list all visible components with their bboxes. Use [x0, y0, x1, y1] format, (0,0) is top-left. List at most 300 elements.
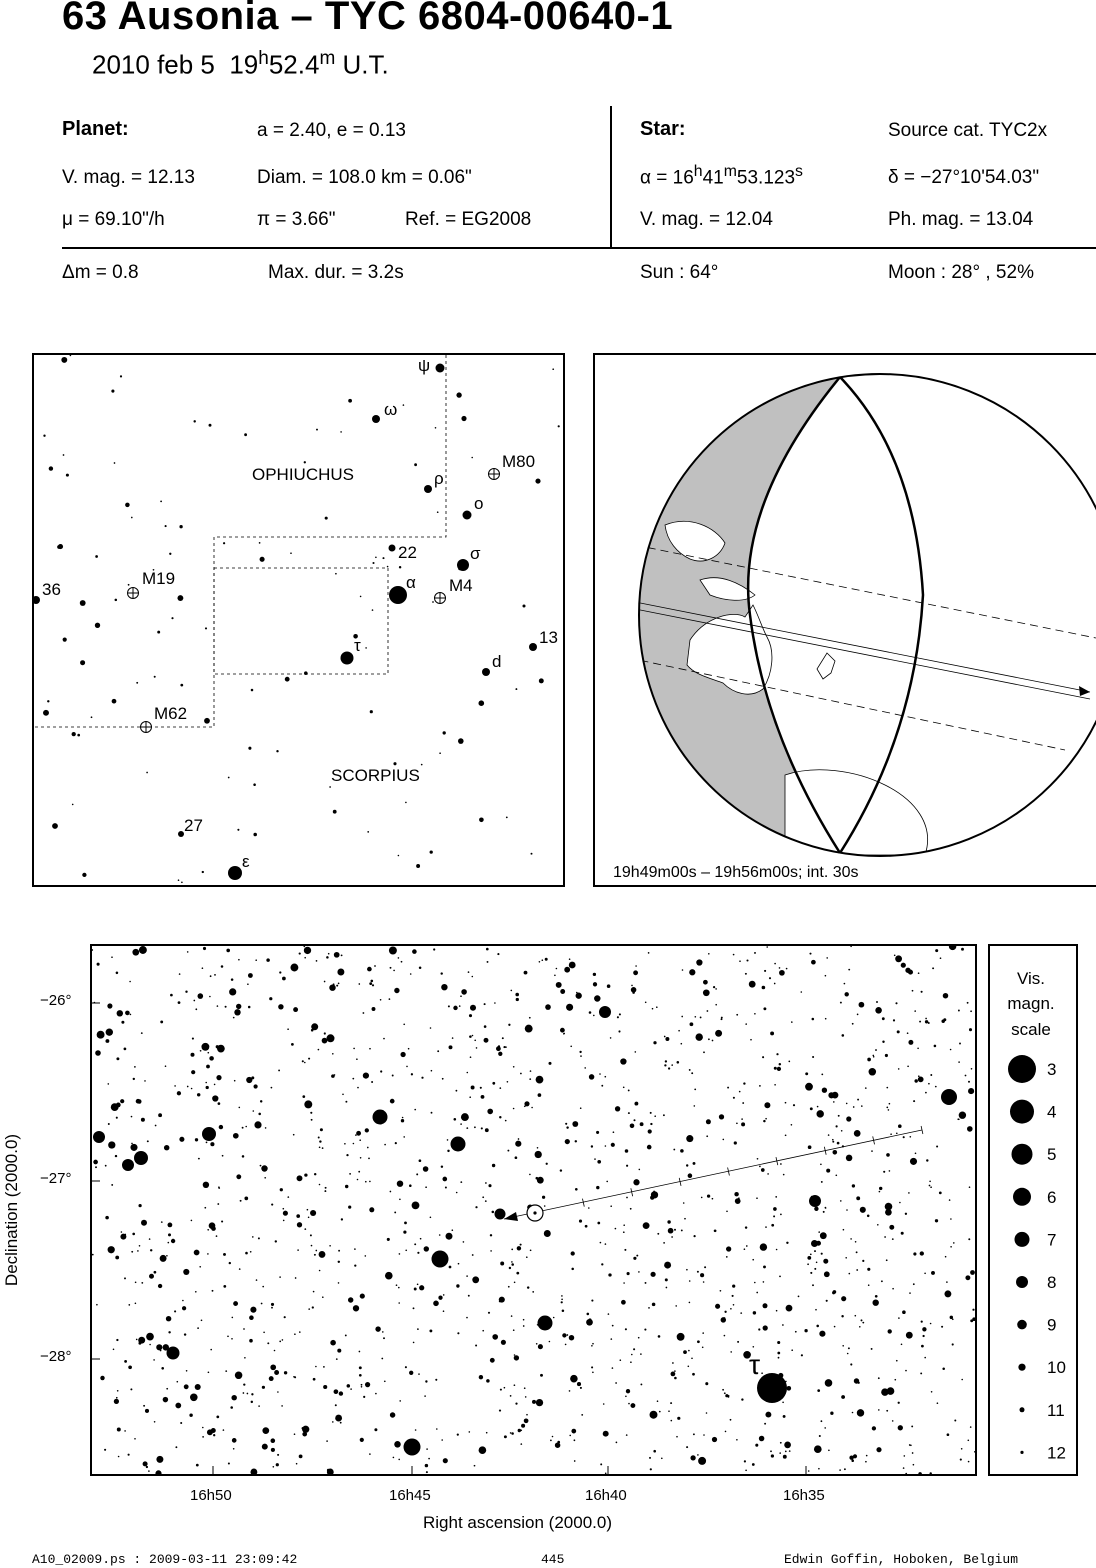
star-dot: [575, 1188, 578, 1191]
star-dot: [458, 738, 464, 744]
star-omicron: [463, 511, 472, 520]
star-dot: [430, 850, 433, 853]
star-dot: [576, 993, 582, 999]
cluster-m80: [489, 469, 500, 480]
star-dot: [511, 1249, 513, 1251]
star-right-ascension: [640, 163, 803, 189]
star-dot: [149, 1274, 154, 1279]
star-dot: [296, 1463, 298, 1465]
star-dot: [359, 1139, 361, 1141]
star-phmag: Ph. mag. = 13.04: [888, 209, 1034, 230]
star-dot: [739, 960, 741, 962]
star-dot: [889, 1225, 894, 1230]
star-dot: [638, 1271, 640, 1273]
star-dot: [514, 1354, 516, 1356]
star-dot: [645, 1282, 647, 1284]
time-scale: U.T.: [342, 49, 389, 80]
star-dot: [395, 1142, 397, 1144]
star-dot: [652, 1303, 656, 1307]
star-dot: [825, 1018, 827, 1020]
finder-label: ω: [384, 400, 398, 419]
star-dot: [397, 1180, 403, 1186]
star-dot: [348, 1206, 351, 1209]
star-dot: [878, 1377, 880, 1379]
star-dot: [949, 946, 956, 950]
star-bright: [495, 1209, 506, 1220]
star-dot: [852, 1184, 855, 1187]
star-dot: [355, 1134, 357, 1136]
star-dot: [881, 1280, 883, 1282]
star-dot: [488, 1312, 490, 1314]
star-dot: [219, 1125, 223, 1129]
star-dot: [233, 1133, 239, 1139]
star-dot: [276, 1463, 279, 1466]
star-dot: [248, 973, 253, 978]
star-dot: [645, 1002, 647, 1004]
star-dot: [111, 956, 113, 958]
star-dot: [918, 972, 920, 974]
star-dot: [593, 982, 597, 986]
star-dot: [581, 1414, 583, 1416]
star-dot: [898, 1425, 903, 1430]
star-dot: [207, 1253, 209, 1255]
star-dot: [250, 1251, 252, 1253]
star-dot: [529, 1078, 531, 1080]
hours-unit: h: [258, 48, 269, 69]
star-dot: [819, 1435, 821, 1437]
star-dot: [315, 1366, 317, 1368]
finder-clusters: [128, 469, 500, 733]
star-dot: [628, 1403, 630, 1405]
star-dot: [505, 1120, 507, 1122]
star-dot: [105, 1039, 109, 1043]
star-dot: [562, 1309, 565, 1312]
star-dot: [485, 1128, 489, 1132]
star-dot: [245, 1126, 247, 1128]
star-dot: [518, 1138, 520, 1140]
moon-info: Moon : 28° , 52%: [888, 262, 1034, 283]
star-dot: [571, 1251, 575, 1255]
star-dot: [160, 1020, 163, 1023]
star-dot: [141, 1282, 143, 1284]
star-dot: [504, 1387, 506, 1389]
star-dot: [161, 1221, 163, 1223]
star-dot: [229, 988, 236, 995]
star-dot: [620, 1058, 626, 1064]
star-dot: [486, 1379, 490, 1383]
star-dot: [786, 1305, 793, 1312]
star-dot: [134, 1066, 136, 1068]
star-dot: [786, 1242, 788, 1244]
star-dot: [943, 993, 949, 999]
star-dot: [200, 1050, 202, 1052]
legend-dot: [1008, 1055, 1036, 1083]
star-dot: [441, 1165, 443, 1167]
star-dot: [369, 1048, 371, 1050]
star-dot: [974, 1451, 975, 1453]
star-dot: [435, 427, 437, 429]
star-dot: [550, 1440, 552, 1442]
star-dot: [918, 1472, 922, 1474]
star-dot: [574, 1439, 576, 1441]
star-dot: [777, 1341, 780, 1344]
star-dot: [308, 1217, 310, 1219]
star-dot: [329, 984, 335, 990]
star-22: [389, 545, 396, 552]
legend-dot: [1017, 1320, 1027, 1330]
star-dot: [318, 1049, 320, 1051]
star-dot: [867, 1058, 871, 1062]
star-dot: [499, 1300, 501, 1302]
star-dot: [269, 997, 272, 1000]
star-dot: [692, 1373, 695, 1376]
star-dot: [179, 973, 181, 975]
legend-dot: [1013, 1188, 1031, 1206]
star-dot: [128, 1304, 130, 1306]
star-dot: [801, 991, 803, 993]
star-dot: [726, 1394, 728, 1396]
star-dot: [539, 678, 544, 683]
star-dot: [323, 1366, 325, 1368]
star-tau-sco: [341, 652, 354, 665]
legend-canvas: [990, 946, 1076, 1474]
star-dot: [730, 1419, 732, 1421]
star-dot: [892, 1238, 894, 1240]
star-dot: [712, 1437, 717, 1442]
star-dot: [160, 501, 162, 503]
star-dot: [901, 1232, 904, 1235]
star-dot: [554, 975, 556, 977]
star-dot: [773, 1215, 775, 1217]
star-dot: [322, 1296, 324, 1298]
star-dot: [314, 1254, 316, 1256]
star-dot: [757, 1158, 759, 1160]
star-dot: [470, 1005, 476, 1011]
star-dot: [304, 1228, 306, 1230]
xtick-label: 16h40: [585, 1487, 627, 1504]
star-dot: [733, 954, 735, 956]
star-dot: [193, 1000, 195, 1002]
star-dot: [328, 953, 330, 955]
star-dot: [744, 1460, 746, 1462]
ra-s-unit: s: [795, 163, 803, 180]
star-dot: [913, 1252, 916, 1255]
star-dot: [208, 1371, 210, 1373]
finder-label: 13: [539, 628, 558, 647]
star-dot: [686, 1164, 688, 1166]
star-dot: [383, 1337, 385, 1339]
star-dot: [834, 1326, 836, 1328]
star-alpha-sco: [389, 586, 407, 604]
star-epsilon-sco: [228, 866, 242, 880]
star-dot: [325, 1187, 327, 1189]
star-dot: [783, 1455, 787, 1459]
star-dot: [932, 967, 934, 969]
star-dot: [839, 1469, 841, 1471]
star-dot: [365, 647, 367, 649]
star-dot: [899, 1202, 901, 1204]
star-dot: [818, 1468, 820, 1470]
star-dot: [694, 1105, 696, 1107]
star-dot: [919, 1021, 921, 1023]
star-dot: [382, 557, 384, 559]
star-dot: [457, 1434, 459, 1436]
star-dot: [251, 689, 254, 692]
star-dot: [593, 1015, 595, 1017]
star-dot: [511, 1261, 513, 1263]
star-dot: [639, 1169, 641, 1171]
star-dot: [441, 1439, 443, 1441]
star-dot: [414, 1109, 416, 1111]
finder-label: ο: [474, 494, 484, 513]
star-dot: [944, 1290, 951, 1297]
star-dot: [225, 1006, 227, 1008]
star-dot: [643, 1222, 650, 1229]
globe-time-caption: 19h49m00s – 19h56m00s; int. 30s: [613, 864, 859, 881]
star-dot: [438, 1296, 442, 1300]
star-dot: [168, 1242, 170, 1244]
star-dot: [855, 1315, 857, 1317]
star-dot: [967, 1002, 969, 1004]
finder-background-stars: [43, 355, 560, 883]
star-dot: [403, 404, 405, 406]
star-dot: [430, 1027, 432, 1029]
star-dot: [63, 638, 67, 642]
star-dot: [426, 1471, 428, 1473]
star-dot: [117, 1390, 119, 1392]
star-dot: [350, 1388, 352, 1390]
star-dot: [776, 1249, 778, 1251]
star-dot: [420, 1238, 422, 1240]
star-dot: [303, 946, 305, 947]
star-dot: [120, 375, 122, 377]
star-dot: [204, 1207, 206, 1209]
star-dot: [425, 1380, 427, 1382]
star-dot: [149, 1344, 151, 1346]
star-dot: [334, 1389, 339, 1394]
star-dot: [857, 1409, 864, 1416]
star-dot: [546, 1163, 548, 1165]
star-dot: [895, 955, 902, 962]
cluster-m19: [128, 588, 139, 599]
star-dot: [217, 1005, 219, 1007]
star-dot: [579, 1220, 582, 1223]
star-dot: [871, 1150, 873, 1152]
star-dot: [961, 1379, 963, 1381]
star-dot: [202, 1427, 204, 1429]
star-dot: [626, 1389, 630, 1393]
star-dot: [217, 1045, 225, 1053]
star-dot: [480, 1087, 482, 1089]
star-dot: [816, 1262, 818, 1264]
star-dot: [401, 961, 403, 963]
star-dot: [733, 1097, 735, 1099]
star-dot: [558, 425, 560, 427]
star-dot: [640, 1122, 644, 1126]
star-dot: [345, 1185, 348, 1188]
star-dot: [640, 1383, 642, 1385]
star-dot: [340, 431, 342, 433]
star-dot: [93, 1160, 98, 1165]
star-dot: [693, 1433, 695, 1435]
star-dot: [147, 1140, 149, 1142]
star-dot: [368, 1158, 370, 1160]
star-dot: [886, 1259, 888, 1261]
star-dot: [262, 1286, 264, 1288]
star-dot: [205, 1082, 207, 1084]
star-dot: [871, 1348, 873, 1350]
star-dot: [793, 1104, 795, 1106]
star-dot: [421, 1077, 423, 1079]
star-dot: [311, 1119, 313, 1121]
star-dot: [530, 1070, 532, 1072]
star-dot: [116, 1103, 121, 1108]
star-dot: [203, 1182, 209, 1188]
star-dot: [469, 1431, 471, 1433]
star-dot: [901, 963, 906, 968]
star-dot: [653, 1191, 655, 1193]
star-dot: [354, 1248, 356, 1250]
star-dot: [931, 1391, 933, 1393]
star-dot: [808, 1470, 810, 1472]
star-dot: [883, 1171, 885, 1173]
star-dot: [544, 1205, 546, 1207]
star-dot: [897, 1030, 900, 1033]
star-dot: [783, 1415, 786, 1418]
ytick-label: −28°: [40, 1348, 72, 1365]
star-dot: [474, 1126, 476, 1128]
star-dot: [130, 1144, 137, 1151]
star-dot: [424, 1246, 429, 1251]
star-dot: [688, 1366, 690, 1368]
star-dot: [515, 1403, 517, 1405]
star-dot: [191, 1088, 193, 1090]
star-dot: [80, 600, 86, 606]
starmap-region-outline: [214, 568, 388, 674]
star-dot: [218, 1102, 221, 1105]
star-dot: [189, 1413, 192, 1416]
star-dot: [597, 1160, 601, 1164]
star-dot: [297, 1249, 299, 1251]
star-dot: [153, 1359, 155, 1361]
star-dot: [319, 1184, 321, 1186]
star-dot: [765, 1412, 771, 1418]
star-dot: [773, 1207, 777, 1211]
star-dot: [514, 1355, 519, 1360]
star-dot: [494, 1002, 496, 1004]
star-dot: [636, 1255, 638, 1257]
star-dot: [563, 1033, 565, 1035]
star-dot: [443, 731, 446, 734]
star-dot: [770, 1450, 772, 1452]
star-dot: [357, 1179, 359, 1181]
star-dot: [648, 1129, 652, 1133]
star-bright: [451, 1137, 466, 1152]
star-dot: [616, 1442, 618, 1444]
star-dot: [381, 1358, 383, 1360]
star-dot: [218, 1186, 220, 1188]
star-dot: [742, 1102, 744, 1104]
star-dot: [131, 1251, 133, 1253]
star-dot: [474, 1465, 476, 1467]
star-dot: [774, 963, 776, 965]
star-dot: [968, 1081, 970, 1083]
star-dot: [330, 1340, 336, 1346]
star-dot: [715, 1030, 722, 1037]
star-dot: [968, 1088, 974, 1094]
star-dot: [212, 1290, 214, 1292]
star-dot: [953, 1242, 955, 1244]
star-dot: [690, 1022, 694, 1026]
star-dot: [107, 1003, 112, 1008]
star-dot: [390, 967, 392, 969]
star-dot: [945, 1256, 947, 1258]
star-dot: [536, 1343, 538, 1345]
star-dot: [112, 699, 117, 704]
star-dot: [479, 817, 484, 822]
star-dot: [520, 1244, 522, 1246]
finder-label: M4: [449, 576, 473, 595]
star-dot: [788, 1061, 790, 1063]
star-dot: [783, 1174, 785, 1176]
star-dot: [370, 710, 373, 713]
star-dot: [372, 609, 374, 611]
legend-dot: [1020, 1407, 1025, 1412]
star-dot: [332, 1421, 334, 1423]
star-dot: [469, 1014, 472, 1017]
star-dot: [370, 980, 373, 983]
star-dot: [247, 983, 249, 985]
star-dot: [886, 1107, 888, 1109]
star-dot: [696, 959, 702, 965]
star-dot: [763, 1007, 766, 1010]
star-dot: [441, 984, 447, 990]
star-dot: [259, 542, 261, 544]
star-dot: [294, 1333, 296, 1335]
star-dot: [120, 1099, 124, 1103]
star-dot: [164, 1145, 169, 1150]
star-dot: [852, 1412, 854, 1414]
star-dot: [139, 946, 147, 954]
star-dot: [237, 829, 239, 831]
star-dot: [785, 1102, 787, 1104]
star-dot: [942, 1367, 945, 1370]
star-dot: [914, 1010, 916, 1012]
star-dot: [394, 1441, 401, 1448]
star-dot: [197, 1327, 199, 1329]
star-dot: [316, 429, 318, 431]
star-dot: [857, 1099, 859, 1101]
star-dot: [469, 1035, 472, 1038]
star-dot: [606, 1181, 608, 1183]
star-dot: [931, 1271, 935, 1275]
star-dot: [577, 1382, 581, 1386]
star-dot: [769, 977, 771, 979]
star-dot: [615, 1382, 617, 1384]
star-dot: [623, 1224, 625, 1226]
star-dot: [327, 1034, 335, 1042]
star-dot: [886, 1153, 890, 1157]
star-dot: [560, 1169, 562, 1171]
star-dot: [267, 1342, 269, 1344]
star-dot: [201, 1043, 209, 1051]
star-dot: [92, 1254, 94, 1256]
star-dot: [838, 1115, 840, 1117]
star-dot: [623, 1282, 625, 1284]
star-dot: [459, 1005, 461, 1007]
star-dot: [765, 1226, 767, 1228]
star-dot: [538, 1093, 542, 1097]
